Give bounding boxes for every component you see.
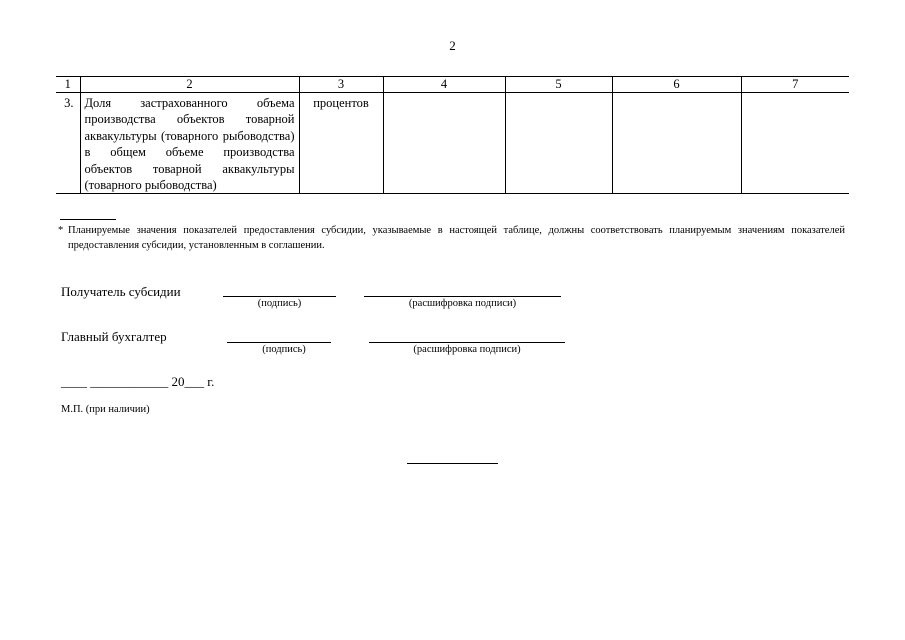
cell-col-4 xyxy=(383,93,505,194)
cell-col-7 xyxy=(741,93,849,194)
recipient-label: Получатель субсидии xyxy=(61,284,181,299)
cell-col-6 xyxy=(612,93,741,194)
accountant-decoding-caption: (расшифровка подписи) xyxy=(413,344,521,355)
indicator-name: Доля застрахованного объема производства объектов товарной аквакультуры (товарного рыбоводства) в общем объеме производства объектов товарной аквакультуры (товарного рыбоводства) xyxy=(80,93,299,194)
indicator-table xyxy=(56,76,849,194)
recipient-signature-caption: (подпись) xyxy=(257,298,302,309)
recipient-signature-line xyxy=(223,296,336,297)
table-header-row xyxy=(56,77,849,93)
date-line: ____ ____________ 20___ г. xyxy=(61,374,215,389)
footnote xyxy=(60,224,845,253)
row-number: 3. xyxy=(56,93,80,194)
page-number: 2 xyxy=(449,38,456,53)
footnote-star: * xyxy=(58,225,64,236)
accountant-label: Главный бухгалтер xyxy=(61,329,167,344)
recipient-decoding-line xyxy=(364,296,561,297)
accountant-decoding-line xyxy=(369,342,565,343)
recipient-decoding-caption: (расшифровка подписи) xyxy=(408,298,517,309)
accountant-signature-caption: (подпись) xyxy=(262,344,306,355)
accountant-signature-line xyxy=(227,342,331,343)
stamp-place: М.П. (при наличии) xyxy=(61,404,150,415)
footnote-text: Планируемые значения показателей предоставления субсидии, указываемые в настоящей таблице, должны соответствовать планируемым значениям показателей предоставления субсидии, установленным в соглашении. xyxy=(68,225,845,251)
header-col-2: 2 xyxy=(80,77,299,93)
header-col-4: 4 xyxy=(383,77,505,93)
table-row xyxy=(56,93,849,194)
end-divider xyxy=(407,463,498,464)
cell-col-5 xyxy=(505,93,612,194)
header-col-1: 1 xyxy=(56,77,80,93)
footnote-divider xyxy=(60,219,116,220)
header-col-6: 6 xyxy=(612,77,741,93)
header-col-3: 3 xyxy=(299,77,383,93)
header-col-5: 5 xyxy=(505,77,612,93)
header-col-7: 7 xyxy=(741,77,849,93)
unit-of-measure: процентов xyxy=(299,93,383,194)
